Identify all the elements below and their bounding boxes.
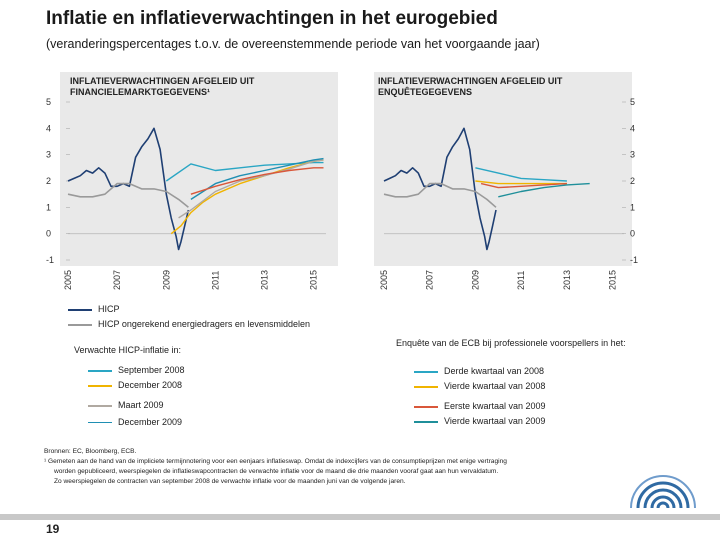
right-ytick-label: 0 xyxy=(630,228,636,239)
legend-swatch-q4-2009 xyxy=(414,421,438,423)
right-ytick-label: 2 xyxy=(630,176,636,186)
right-series-line-0 xyxy=(384,128,496,249)
left-xtick-label: 2011 xyxy=(210,270,221,290)
footnote-line: ¹ Gemeten aan de hand van de impliciete termijnnotering voor een eenjaars inflatieswap. Omdat de indexcijfers van de consumptieprijzen met enige vertraging xyxy=(44,458,507,465)
right-ytick-label: 5 xyxy=(630,97,636,107)
left-xtick-label: 2013 xyxy=(259,269,270,290)
right-xtick-label: 2011 xyxy=(516,270,527,290)
legend-label-q3-2008: Derde kwartaal van 2008 xyxy=(444,366,545,376)
right-series-line-1 xyxy=(384,184,496,208)
left-ytick-label: -1 xyxy=(46,255,55,265)
right-xtick-label: 2005 xyxy=(379,269,389,290)
legend-swatch-sep2008 xyxy=(88,370,112,372)
legend-heading-right: Enquête van de ECB bij professionele voorspellers in het: xyxy=(396,338,626,348)
legend-label-mrt2009: Maart 2009 xyxy=(118,400,164,410)
right-ytick-label: 3 xyxy=(630,149,636,160)
chart-title-left: INFLATIEVERWACHTINGEN AFGELEID UIT FINANCIELEMARKTGEGEVENS¹ xyxy=(70,76,255,97)
chart-title-right: INFLATIEVERWACHTINGEN AFGELEID UIT ENQUÊTEGEGEVENS xyxy=(378,76,563,97)
right-xtick-label: 2007 xyxy=(424,269,435,290)
legend-swatch-hicp xyxy=(68,309,92,311)
page-number: 19 xyxy=(46,522,60,536)
right-ytick-label: 4 xyxy=(630,123,636,134)
legend-label-dec2009: December 2009 xyxy=(118,417,183,427)
right-ytick-label: 1 xyxy=(630,202,636,213)
legend-swatch-q3-2008 xyxy=(414,371,438,373)
legend-label-hicp: HICP xyxy=(98,304,120,314)
left-xtick-label: 2007 xyxy=(112,269,123,290)
right-ytick-label: -1 xyxy=(630,255,639,265)
left-ytick-label: 4 xyxy=(46,123,52,134)
page-subtitle: (veranderingspercentages t.o.v. de overeenstemmende periode van het voorgaande jaar) xyxy=(46,37,540,51)
left-ytick-label: 1 xyxy=(46,202,52,213)
legend-label-dec2008: December 2008 xyxy=(118,380,183,390)
right-xtick-label: 2009 xyxy=(470,269,481,290)
right-series-line-3 xyxy=(475,181,567,184)
left-xtick-label: 2005 xyxy=(63,269,73,290)
legend-label-q4-2008: Vierde kwartaal van 2008 xyxy=(444,381,546,391)
right-xtick-label: 2013 xyxy=(561,269,572,290)
left-xtick-label: 2015 xyxy=(308,269,319,290)
legend-swatch-mrt2009 xyxy=(88,405,112,407)
sources-line: Bronnen: EC, Bloomberg, ECB. xyxy=(44,448,137,455)
ecb-logo-icon xyxy=(618,448,708,510)
legend-swatch-q1-2009 xyxy=(414,406,438,408)
left-ytick-label: 5 xyxy=(46,97,52,107)
legend-swatch-q4-2008 xyxy=(414,386,438,388)
footnote-line: worden gepubliceerd, weerspiegelen de inflatieswapcontracten de verwachte inflatie voor de maand die drie maanden vooraf gaat aan hun vervaldatum. xyxy=(54,468,499,475)
footnote-line: Zo weerspiegelen de contracten van september 2008 de verwachte inflatie voor de maanden juni van de volgende jaren. xyxy=(54,478,406,485)
legend-heading-left-text: Verwachte HICP-inflatie in: xyxy=(74,345,182,355)
footer-bar xyxy=(0,514,720,520)
left-ytick-label: 3 xyxy=(46,149,52,160)
sources-note xyxy=(44,447,624,487)
legend-swatch-hicp-core xyxy=(68,324,92,326)
left-ytick-label: 2 xyxy=(46,176,52,186)
left-xtick-label: 2009 xyxy=(161,269,172,290)
legend-swatch-dec2009 xyxy=(88,422,112,423)
legend-left xyxy=(68,304,368,434)
legend-label-q4-2009: Vierde kwartaal van 2009 xyxy=(444,416,546,426)
left-ytick-label: 0 xyxy=(46,228,52,239)
legend-label-hicp-core: HICP ongerekend energiedragers en levensmiddelen xyxy=(98,319,310,329)
page-title: Inflatie en inflatieverwachtingen in het eurogebied xyxy=(46,8,498,29)
legend-swatch-dec2008 xyxy=(88,385,112,387)
legend-label-sep2008: September 2008 xyxy=(118,365,185,375)
right-xtick-label: 2015 xyxy=(607,269,618,290)
legend-right xyxy=(396,338,636,438)
legend-heading-left xyxy=(74,345,181,357)
right-series-line-2 xyxy=(475,168,567,181)
legend-label-q1-2009: Eerste kwartaal van 2009 xyxy=(444,401,546,411)
